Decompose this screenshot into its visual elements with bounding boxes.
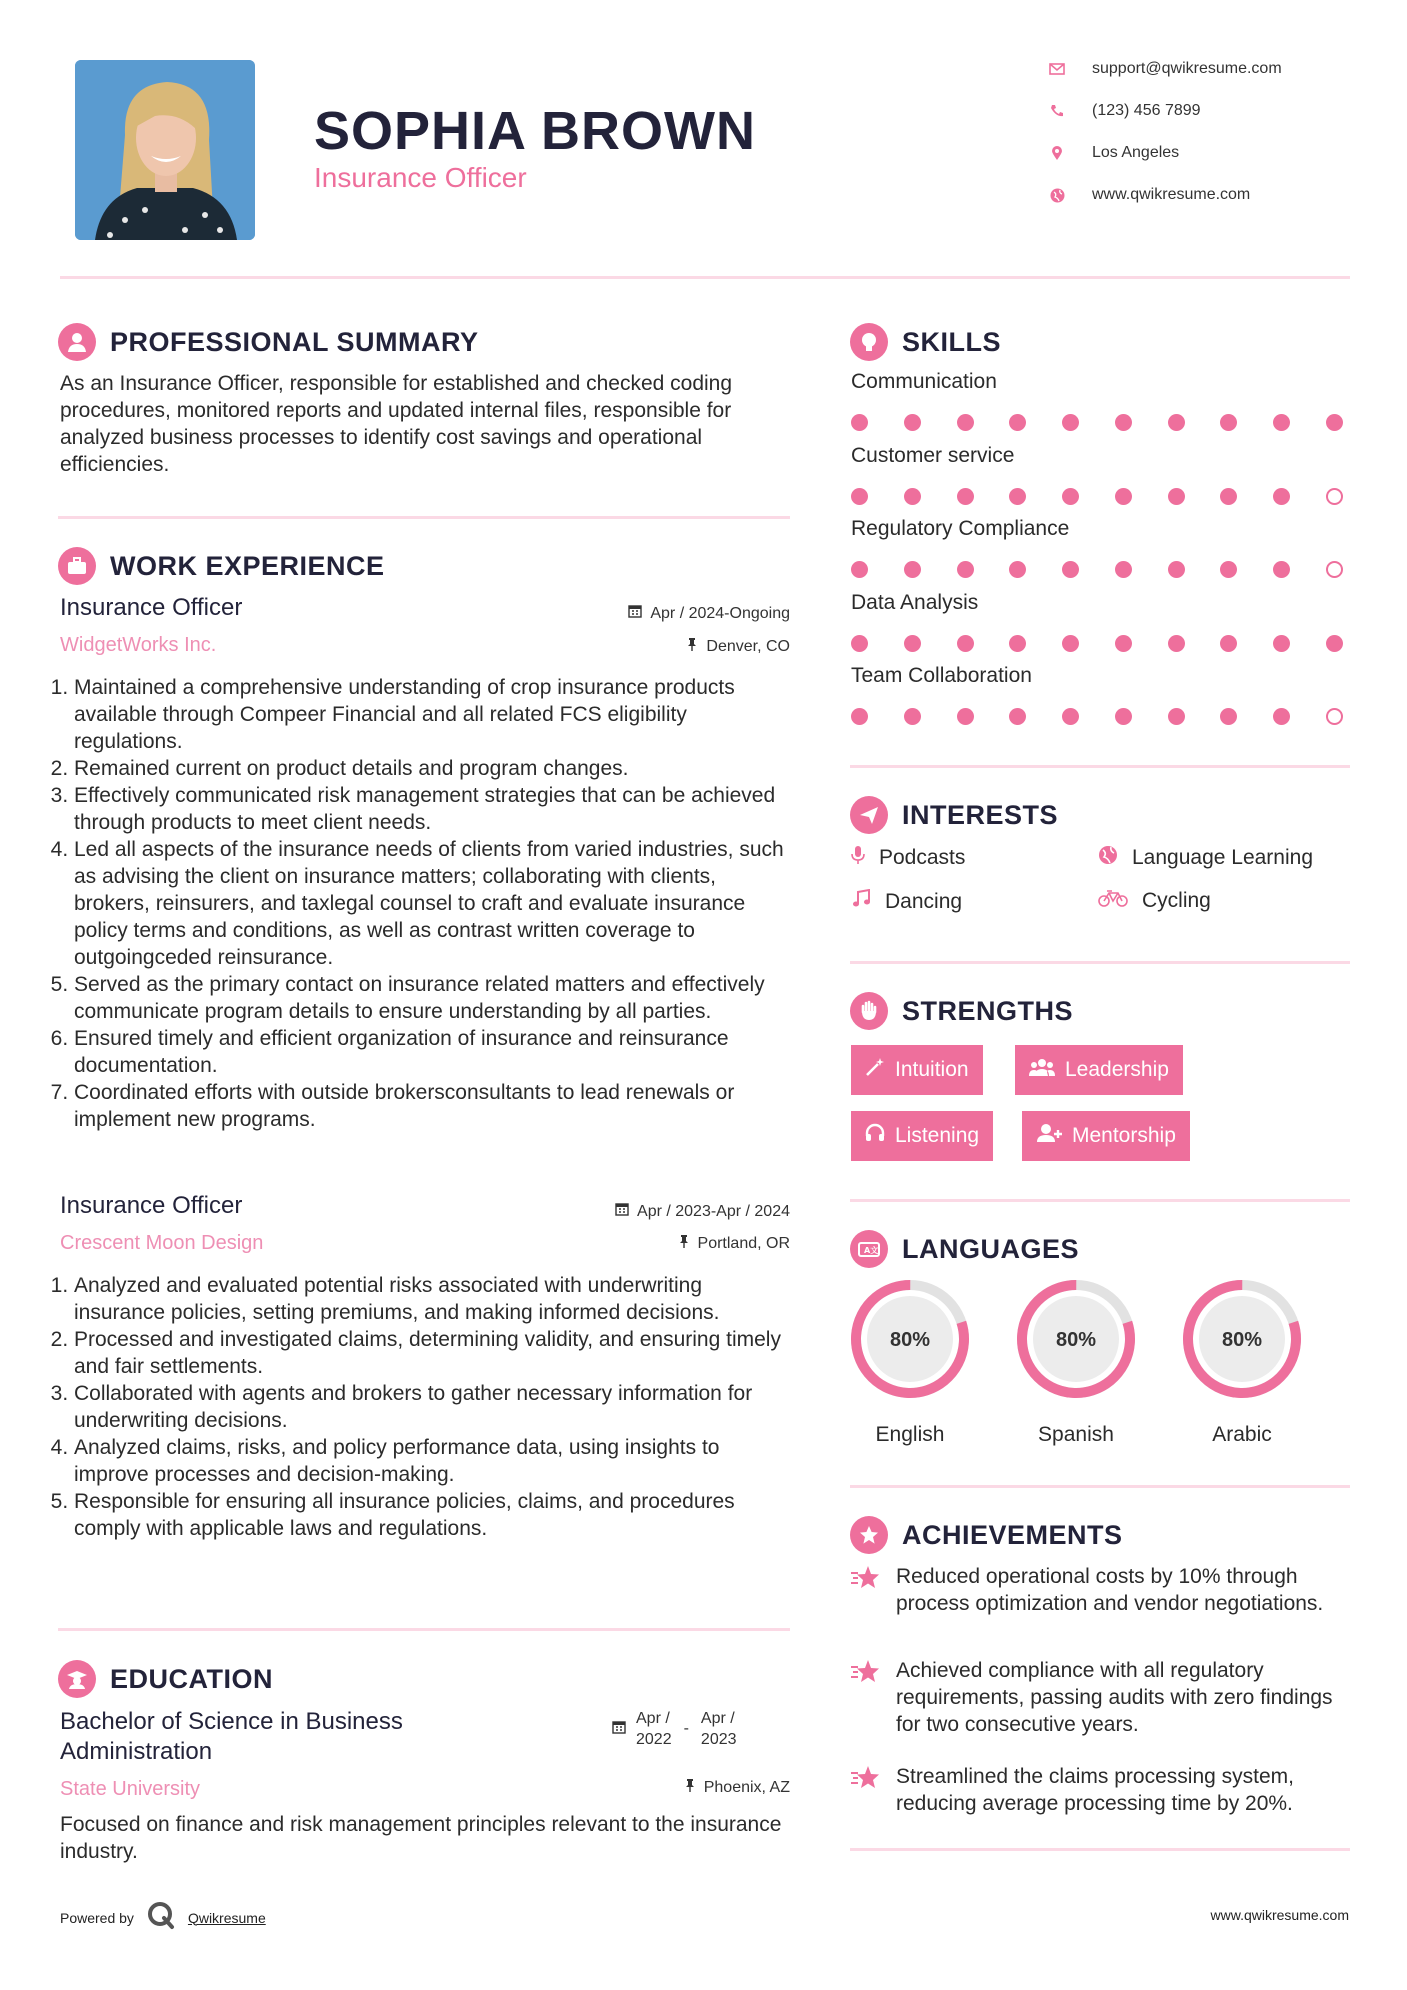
bicycle-icon	[1098, 889, 1128, 913]
achievement-item	[850, 1657, 1356, 1738]
education-description: Focused on finance and risk management principles relevant to the insurance industry.	[60, 1813, 782, 1863]
star-icon	[850, 1659, 884, 1738]
rating-dot-filled	[1168, 635, 1185, 652]
list-item: 3. Collaborated with agents and brokers to gather necessary information for underwriting decisions.	[74, 1380, 791, 1434]
languages-divider	[850, 1485, 1350, 1488]
header-divider	[60, 276, 1350, 279]
gauge-label: 80%	[1055, 1329, 1097, 1351]
interests-divider	[850, 961, 1350, 964]
globe-icon	[1098, 845, 1118, 871]
skill-rating	[851, 414, 1343, 431]
job-1-duties	[56, 674, 791, 1133]
rating-dot-filled	[1009, 708, 1026, 725]
experience-divider	[58, 1628, 790, 1631]
job-2-company: Crescent Moon Design	[60, 1232, 264, 1254]
strength-listening: Listening	[851, 1111, 993, 1161]
list-item: 6. Ensured timely and efficient organization of insurance and reinsurance documentation.	[74, 1025, 791, 1079]
list-item: 7. Coordinated efforts with outside brokersconsultants to lead renewals or implement new programs.	[74, 1079, 791, 1133]
rating-dot-filled	[957, 635, 974, 652]
rating-dot-filled	[904, 635, 921, 652]
rating-dot-filled	[1168, 708, 1185, 725]
language-gauge	[1015, 1278, 1137, 1400]
skill-item	[851, 591, 1343, 652]
language-name: Spanish	[1038, 1423, 1114, 1446]
rating-dot-filled	[904, 708, 921, 725]
user-icon	[58, 323, 96, 361]
education-school: State University	[60, 1778, 201, 1800]
language-gauge	[849, 1278, 971, 1400]
skill-name: Communication	[851, 370, 997, 393]
qwikresume-link[interactable]: Qwikresume	[187, 1909, 266, 1926]
star-badge-icon	[850, 1516, 888, 1554]
skill-name: Customer service	[851, 443, 1015, 467]
languages-list	[849, 1278, 1303, 1447]
language-gauge	[1181, 1278, 1303, 1400]
rating-dot-filled	[1115, 708, 1132, 725]
experience-heading: WORK EXPERIENCE	[58, 547, 385, 585]
skill-rating	[851, 635, 1343, 652]
rating-dot-filled	[851, 488, 868, 505]
contact-website[interactable]	[1048, 182, 1250, 208]
contact-email-text: support@qwikresume.com	[1092, 60, 1282, 77]
gauge-label: 80%	[889, 1329, 931, 1351]
rating-dot-filled	[957, 488, 974, 505]
rating-dot-filled	[1115, 414, 1132, 431]
skills-divider	[850, 765, 1350, 768]
skill-rating	[851, 488, 1343, 505]
rating-dot-filled	[1062, 414, 1079, 431]
rating-dot-filled	[1326, 635, 1343, 652]
pushpin-icon	[678, 1234, 690, 1253]
list-item: 3. Effectively communicated risk management strategies that can be achieved through products to meet client needs.	[74, 782, 791, 836]
microphone-icon	[851, 845, 865, 871]
footer-powered-by: Powered by Qwikresume	[60, 1900, 266, 1935]
graduate-icon	[58, 1660, 96, 1698]
summary-text: As an Insurance Officer, responsible for established and checked coding procedures, monitored reports and updated internal files, responsible for analyzed business processes to identify cost savings and operational efficiencies.	[60, 372, 733, 476]
hand-icon	[850, 992, 888, 1030]
rating-dot-filled	[957, 708, 974, 725]
rating-dot-empty	[1326, 488, 1343, 505]
interest-dancing: Dancing	[851, 889, 962, 915]
rating-dot-filled	[1220, 635, 1237, 652]
achievement-text: Reduced operational costs by 10% through process optimization and vendor negotiations.	[896, 1565, 1324, 1615]
rating-dot-filled	[1273, 635, 1290, 652]
summary-divider	[58, 516, 790, 519]
rating-dot-filled	[1220, 488, 1237, 505]
star-icon	[850, 1765, 884, 1817]
rating-dot-filled	[1168, 414, 1185, 431]
skill-name: Team Collaboration	[851, 664, 1032, 687]
svg-text:A文: A文	[864, 1246, 879, 1255]
rating-dot-filled	[1273, 414, 1290, 431]
qwikresume-logo-icon	[146, 1900, 176, 1935]
contact-phone-text: (123) 456 7899	[1092, 102, 1201, 119]
rating-dot-empty	[1326, 561, 1343, 578]
rating-dot-filled	[1009, 561, 1026, 578]
rating-dot-filled	[904, 414, 921, 431]
education-date: Apr / 2022 - Apr / 2023	[612, 1708, 737, 1750]
rating-dot-filled	[1062, 708, 1079, 725]
interest-podcasts: Podcasts	[851, 845, 965, 871]
rating-dot-filled	[1062, 561, 1079, 578]
education-degree: Bachelor of Science in Business Administration	[60, 1708, 403, 1765]
skill-rating	[851, 708, 1343, 725]
strength-leadership: Leadership	[1015, 1045, 1183, 1095]
education-location: Phoenix, AZ	[684, 1778, 790, 1797]
rating-dot-filled	[1062, 635, 1079, 652]
language-name: English	[875, 1423, 945, 1446]
calendar-icon	[628, 604, 642, 623]
skills-heading: SKILLS	[850, 323, 1001, 361]
skill-name: Data Analysis	[851, 590, 979, 614]
strengths-divider	[850, 1199, 1350, 1202]
language-item	[1015, 1278, 1137, 1447]
rating-dot-filled	[1220, 708, 1237, 725]
rating-dot-filled	[1115, 488, 1132, 505]
list-item: 2. Processed and investigated claims, determining validity, and ensuring timely and fair settlements.	[74, 1326, 791, 1380]
list-item: 5. Served as the primary contact on insurance related matters and effectively communicate program details to ensure understanding by all parties.	[74, 971, 791, 1025]
rating-dot-filled	[1062, 488, 1079, 505]
user-plus-icon	[1036, 1123, 1062, 1149]
skill-item	[851, 444, 1343, 505]
contact-email[interactable]	[1048, 56, 1282, 82]
rating-dot-filled	[1115, 635, 1132, 652]
rating-dot-empty	[1326, 708, 1343, 725]
achievement-text: Streamlined the claims processing system, reducing average processing time by 20%.	[896, 1765, 1294, 1815]
interest-cycling: Cycling	[1098, 889, 1211, 913]
candidate-name: SOPHIA BROWN	[314, 101, 756, 161]
rating-dot-filled	[1220, 414, 1237, 431]
strength-mentorship: Mentorship	[1022, 1111, 1190, 1161]
pushpin-icon	[686, 637, 698, 656]
job-1-location: Denver, CO	[686, 637, 790, 656]
achievement-item	[850, 1563, 1356, 1617]
lightbulb-icon	[850, 323, 888, 361]
interests-heading: INTERESTS	[850, 796, 1058, 834]
skill-item	[851, 370, 1343, 431]
list-item: 4. Led all aspects of the insurance needs of clients from varied industries, such as advising the client on insurance matters; collaborating with clients, brokers, reinsurers, and taxlegal counsel to craft and evaluate insurance policy terms and conditions, as well as contrast written coverage to outgoingceded reinsurance.	[74, 836, 791, 971]
list-item: 4. Analyzed claims, risks, and policy performance data, using insights to improve processes and decision-making.	[74, 1434, 791, 1488]
rating-dot-filled	[851, 708, 868, 725]
paper-plane-icon	[850, 796, 888, 834]
calendar-icon	[612, 1720, 626, 1739]
briefcase-icon	[58, 547, 96, 585]
envelope-icon	[1048, 63, 1066, 75]
contact-location-text: Los Angeles	[1092, 144, 1180, 161]
achievement-item	[850, 1763, 1356, 1817]
achievements-divider	[850, 1848, 1350, 1851]
language-name: Arabic	[1212, 1423, 1272, 1446]
gauge-label: 80%	[1221, 1329, 1263, 1351]
rating-dot-filled	[1273, 708, 1290, 725]
rating-dot-filled	[957, 414, 974, 431]
candidate-role: Insurance Officer	[314, 162, 527, 193]
rating-dot-filled	[1009, 635, 1026, 652]
star-icon	[850, 1565, 884, 1617]
job-1-title: Insurance Officer	[60, 594, 243, 621]
calendar-icon	[615, 1202, 629, 1221]
rating-dot-filled	[1273, 488, 1290, 505]
contact-phone[interactable]	[1048, 98, 1201, 124]
rating-dot-filled	[904, 488, 921, 505]
job-2-location: Portland, OR	[678, 1234, 790, 1253]
language-card-icon	[850, 1230, 888, 1268]
map-pin-icon	[1048, 145, 1066, 161]
rating-dot-filled	[851, 635, 868, 652]
achievements-heading: ACHIEVEMENTS	[850, 1516, 1123, 1554]
rating-dot-filled	[1009, 414, 1026, 431]
language-item	[1181, 1278, 1303, 1447]
rating-dot-filled	[1273, 561, 1290, 578]
skill-item	[851, 664, 1343, 725]
list-item: 1. Maintained a comprehensive understanding of crop insurance products available through Compeer Financial and all related FCS eligibility regulations.	[74, 674, 791, 755]
phone-icon	[1048, 104, 1066, 118]
rating-dot-filled	[851, 561, 868, 578]
profile-photo	[75, 60, 255, 240]
achievement-text: Achieved compliance with all regulatory requirements, passing audits with zero findings for two consecutive years.	[896, 1659, 1333, 1736]
languages-heading: A文 LANGUAGES	[850, 1230, 1079, 1268]
contact-website-text: www.qwikresume.com	[1092, 186, 1251, 203]
rating-dot-filled	[1009, 488, 1026, 505]
rating-dot-filled	[1115, 561, 1132, 578]
list-item: 2. Remained current on product details and program changes.	[74, 755, 791, 782]
education-heading: EDUCATION	[58, 1660, 273, 1698]
job-2-title: Insurance Officer	[60, 1192, 243, 1219]
footer-website[interactable]: www.qwikresume.com	[1210, 1907, 1349, 1923]
strength-intuition: Intuition	[851, 1045, 983, 1095]
magic-wand-icon	[865, 1057, 885, 1083]
skill-name: Regulatory Compliance	[851, 517, 1070, 540]
job-1-date: Apr / 2024-Ongoing	[628, 604, 790, 623]
job-2-duties	[56, 1272, 791, 1542]
rating-dot-filled	[1220, 561, 1237, 578]
job-1-company: WidgetWorks Inc.	[60, 634, 217, 656]
skill-rating	[851, 561, 1343, 578]
rating-dot-filled	[904, 561, 921, 578]
contact-location	[1048, 140, 1179, 166]
interest-language-learning: Language Learning	[1098, 845, 1313, 871]
music-note-icon	[851, 889, 871, 915]
language-item	[849, 1278, 971, 1447]
rating-dot-filled	[957, 561, 974, 578]
job-2-date: Apr / 2023-Apr / 2024	[615, 1202, 790, 1221]
rating-dot-filled	[1326, 414, 1343, 431]
list-item: 1. Analyzed and evaluated potential risks associated with underwriting insurance policies, setting premiums, and making informed decisions.	[74, 1272, 791, 1326]
rating-dot-filled	[1168, 488, 1185, 505]
skill-item	[851, 517, 1343, 578]
users-icon	[1029, 1057, 1055, 1083]
headphones-icon	[865, 1123, 885, 1149]
summary-heading: PROFESSIONAL SUMMARY	[58, 323, 479, 361]
pushpin-icon	[684, 1778, 696, 1797]
rating-dot-filled	[1168, 561, 1185, 578]
strengths-heading: STRENGTHS	[850, 992, 1073, 1030]
rating-dot-filled	[851, 414, 868, 431]
globe-icon	[1048, 188, 1066, 203]
list-item: 5. Responsible for ensuring all insurance policies, claims, and procedures comply with applicable laws and regulations.	[74, 1488, 791, 1542]
